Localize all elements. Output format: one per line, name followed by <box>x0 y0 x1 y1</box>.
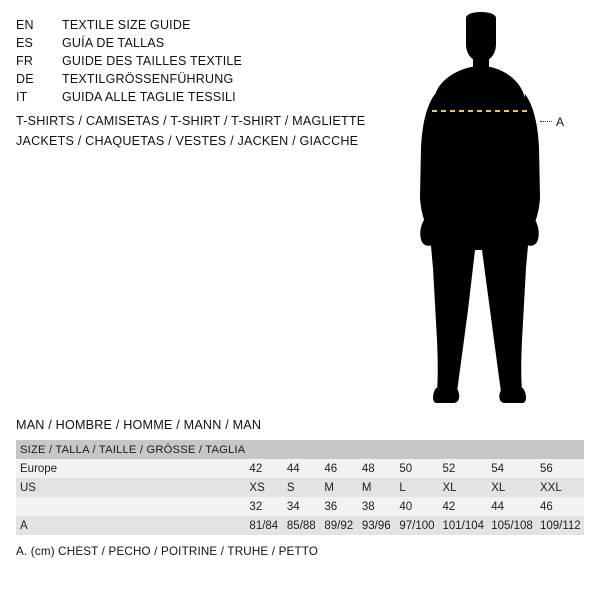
table-title: MAN / HOMBRE / HOMME / MANN / MAN <box>16 418 262 432</box>
cell: 81/84 <box>245 516 282 535</box>
language-code: EN <box>16 18 34 32</box>
cell: 85/88 <box>283 516 320 535</box>
language-row <box>16 16 376 34</box>
cell: 44 <box>487 497 536 516</box>
cell: 101/104 <box>438 516 487 535</box>
cell: 105/108 <box>487 516 536 535</box>
language-list <box>16 16 376 106</box>
table-row <box>16 440 584 459</box>
cell: S <box>283 478 320 497</box>
cell: 46 <box>536 497 584 516</box>
cell: XL <box>438 478 487 497</box>
cell <box>358 440 395 459</box>
language-code: IT <box>16 90 28 104</box>
language-title: TEXTILGRÖSSENFÜHRUNG <box>62 72 234 86</box>
cell: 56 <box>536 459 584 478</box>
table-row <box>16 516 584 535</box>
figure-svg <box>404 10 600 410</box>
cell: 93/96 <box>358 516 395 535</box>
cell: 42 <box>245 459 282 478</box>
language-title: GUIDE DES TAILLES TEXTILE <box>62 54 243 68</box>
cell: M <box>358 478 395 497</box>
cell <box>487 440 536 459</box>
cell: 48 <box>358 459 395 478</box>
row-label <box>16 497 245 516</box>
cell: XXL <box>536 478 584 497</box>
cell <box>245 440 282 459</box>
cell: 97/100 <box>395 516 438 535</box>
language-code: ES <box>16 36 34 50</box>
language-row <box>16 34 376 52</box>
cell <box>283 440 320 459</box>
cell: 46 <box>320 459 357 478</box>
measure-label-a: A <box>556 115 565 129</box>
garment-line-jackets: JACKETS / CHAQUETAS / VESTES / JACKEN / GIACCHE <box>16 134 359 148</box>
garment-type-list <box>16 111 436 151</box>
measure-leader-line <box>540 121 552 122</box>
language-title: GUIDA ALLE TAGLIE TESSILI <box>62 90 236 104</box>
language-row <box>16 70 376 88</box>
table-row <box>16 478 584 497</box>
cell <box>395 440 438 459</box>
cell: XL <box>487 478 536 497</box>
cell: 38 <box>358 497 395 516</box>
cell: 40 <box>395 497 438 516</box>
language-row <box>16 52 376 70</box>
size-table <box>16 440 584 535</box>
cell: 52 <box>438 459 487 478</box>
cell: 34 <box>283 497 320 516</box>
language-row <box>16 88 376 106</box>
male-figure-illustration <box>404 10 600 410</box>
language-code: DE <box>16 72 34 86</box>
cell: M <box>320 478 357 497</box>
row-label: A <box>16 516 245 535</box>
language-code: FR <box>16 54 34 68</box>
cell: L <box>395 478 438 497</box>
cell: XS <box>245 478 282 497</box>
garment-line-tshirts: T-SHIRTS / CAMISETAS / T-SHIRT / T-SHIRT / MAGLIETTE <box>16 114 366 128</box>
table-row <box>16 459 584 478</box>
table-row <box>16 497 584 516</box>
cell: 42 <box>438 497 487 516</box>
cell <box>438 440 487 459</box>
cell: 89/92 <box>320 516 357 535</box>
cell: 109/112 <box>536 516 584 535</box>
row-label: Europe <box>16 459 245 478</box>
cell: 54 <box>487 459 536 478</box>
row-label: US <box>16 478 245 497</box>
table-footnote: A. (cm) CHEST / PECHO / POITRINE / TRUHE / PETTO <box>16 545 319 558</box>
row-label: SIZE / TALLA / TAILLE / GRÖSSE / TAGLIA <box>16 440 245 459</box>
cell: 50 <box>395 459 438 478</box>
cell: 44 <box>283 459 320 478</box>
language-title: TEXTILE SIZE GUIDE <box>62 18 191 32</box>
language-title: GUÍA DE TALLAS <box>62 36 165 50</box>
cell: 32 <box>245 497 282 516</box>
cell <box>536 440 584 459</box>
cell: 36 <box>320 497 357 516</box>
cell <box>320 440 357 459</box>
